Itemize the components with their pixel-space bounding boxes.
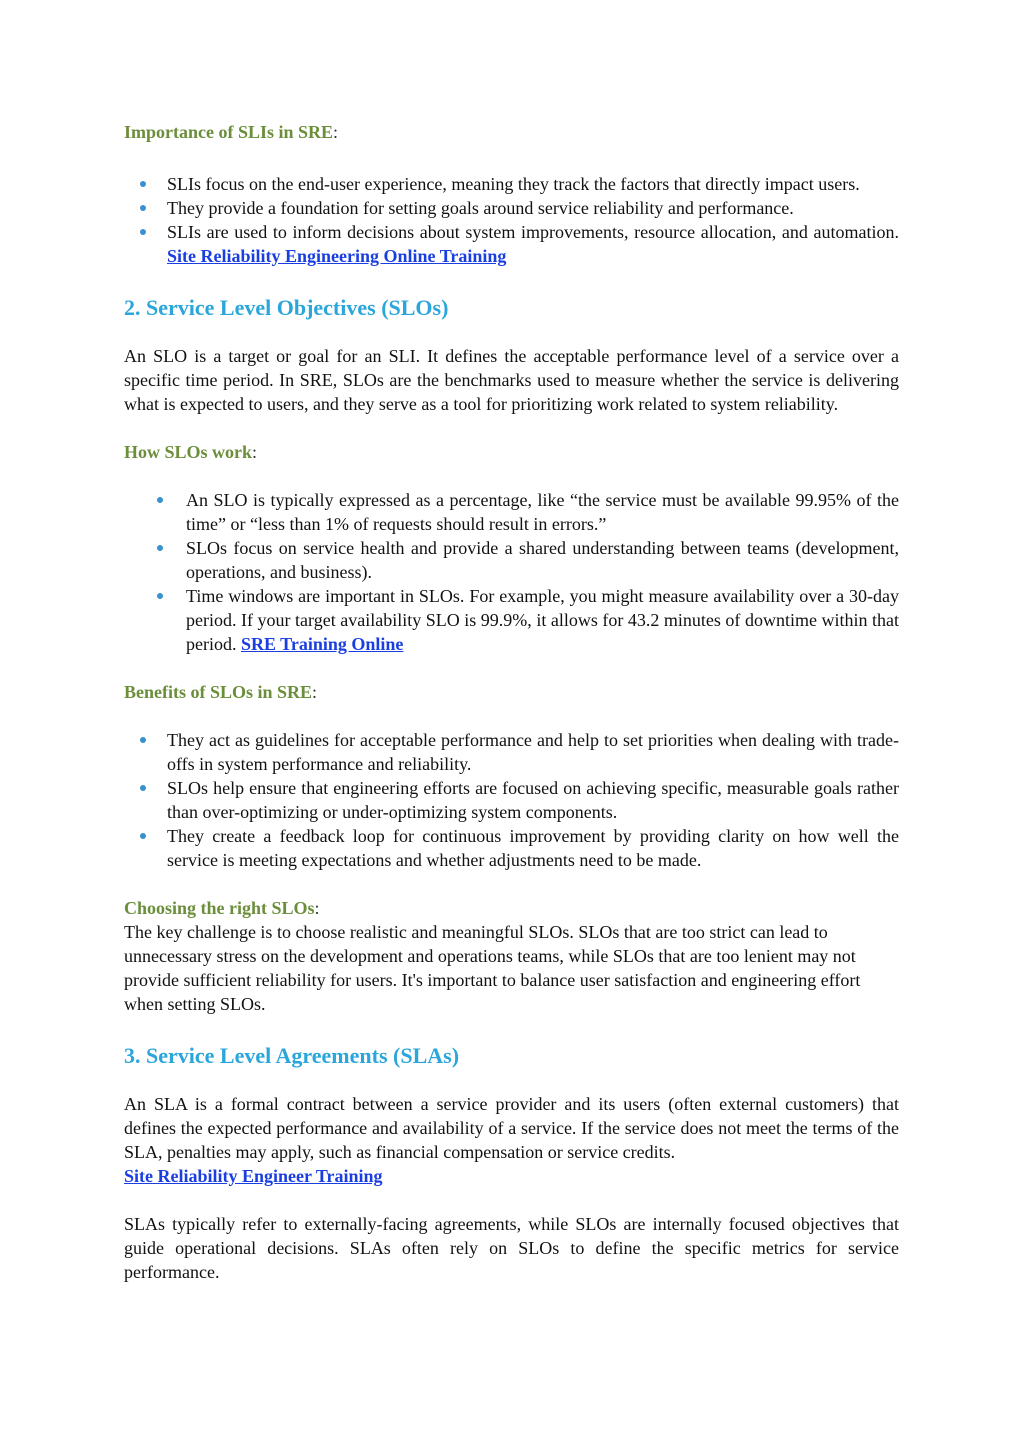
bullet-icon — [140, 229, 146, 235]
bullet-icon — [140, 181, 146, 187]
sre-online-training-link[interactable]: Site Reliability Engineering Online Training — [167, 246, 507, 266]
sre-engineer-training-link[interactable]: Site Reliability Engineer Training — [124, 1166, 383, 1186]
sla-section-heading: 3. Service Level Agreements (SLAs) — [124, 1043, 460, 1068]
list-item: Time windows are important in SLOs. For example, you might measure availability over a 30-day period. If your target availability SLO is 99.9%, it allows for 43.2 minutes of downtime within that period. SRE Training Online — [124, 584, 899, 656]
bullet-icon — [157, 497, 163, 503]
bullet-icon — [140, 833, 146, 839]
bullet-icon — [140, 205, 146, 211]
bullet-icon — [140, 737, 146, 743]
how-slos-work-heading: How SLOs work: — [124, 442, 258, 462]
bullet-icon — [157, 593, 163, 599]
list-item: SLOs focus on service health and provide a shared understanding between teams (development, operations, and business). — [124, 536, 899, 584]
list-item: They act as guidelines for acceptable performance and help to set priorities when dealing with trade-offs in system performance and reliability. — [124, 728, 899, 776]
list-item: SLIs are used to inform decisions about system improvements, resource allocation, and automation. Site Reliability Engineering Online Training — [124, 220, 899, 268]
bullet-icon — [140, 785, 146, 791]
slo-intro-paragraph: An SLO is a target or goal for an SLI. It defines the acceptable performance level of a service over a specific time period. In SRE, SLOs are the benchmarks used to measure whether the service is delivering what is expected to users, and they serve as a tool for prioritizing work related to system reliability. — [124, 346, 899, 414]
sli-importance-list — [124, 172, 899, 268]
sla-closing-paragraph: SLAs typically refer to externally-facing agreements, while SLOs are internally focused objectives that guide operational decisions. SLAs often rely on SLOs to define the specific metrics for service performance. — [124, 1214, 899, 1282]
list-item: SLOs help ensure that engineering efforts are focused on achieving specific, measurable goals rather than over-optimizing or under-optimizing system components. — [124, 776, 899, 824]
list-item: An SLO is typically expressed as a percentage, like “the service must be available 99.95% of the time” or “less than 1% of requests should result in errors.” — [124, 488, 899, 536]
list-item: They provide a foundation for setting goals around service reliability and performance. — [124, 196, 899, 220]
slo-section-heading: 2. Service Level Objectives (SLOs) — [124, 295, 449, 320]
list-item: SLIs focus on the end-user experience, meaning they track the factors that directly impact users. — [124, 172, 899, 196]
document-content — [124, 120, 899, 1284]
how-slos-work-list — [124, 488, 899, 656]
sli-importance-heading: Importance of SLIs in SRE: — [124, 122, 339, 142]
sre-training-online-link[interactable]: SRE Training Online — [240, 634, 404, 654]
choosing-slos-heading: Choosing the right SLOs: — [124, 898, 320, 918]
benefits-of-slos-list — [124, 728, 899, 872]
choosing-slos-paragraph: The key challenge is to choose realistic and meaningful SLOs. SLOs that are too strict can lead to unnecessary stress on the development and operations teams, while SLOs that are too lenient may not provide sufficient reliability for users. It's important to balance user satisfaction and engineering effort when setting SLOs. — [124, 922, 861, 1014]
bullet-icon — [157, 545, 163, 551]
list-item: They create a feedback loop for continuous improvement by providing clarity on how well the service is meeting expectations and whether adjustments need to be made. — [124, 824, 899, 872]
benefits-of-slos-heading: Benefits of SLOs in SRE: — [124, 682, 318, 702]
sla-intro-paragraph: An SLA is a formal contract between a service provider and its users (often external customers) that defines the expected performance and availability of a service. If the service does not meet the terms of the SLA, penalties may apply, such as financial compensation or service credits. Site Reliability Engineer Training — [124, 1094, 899, 1186]
